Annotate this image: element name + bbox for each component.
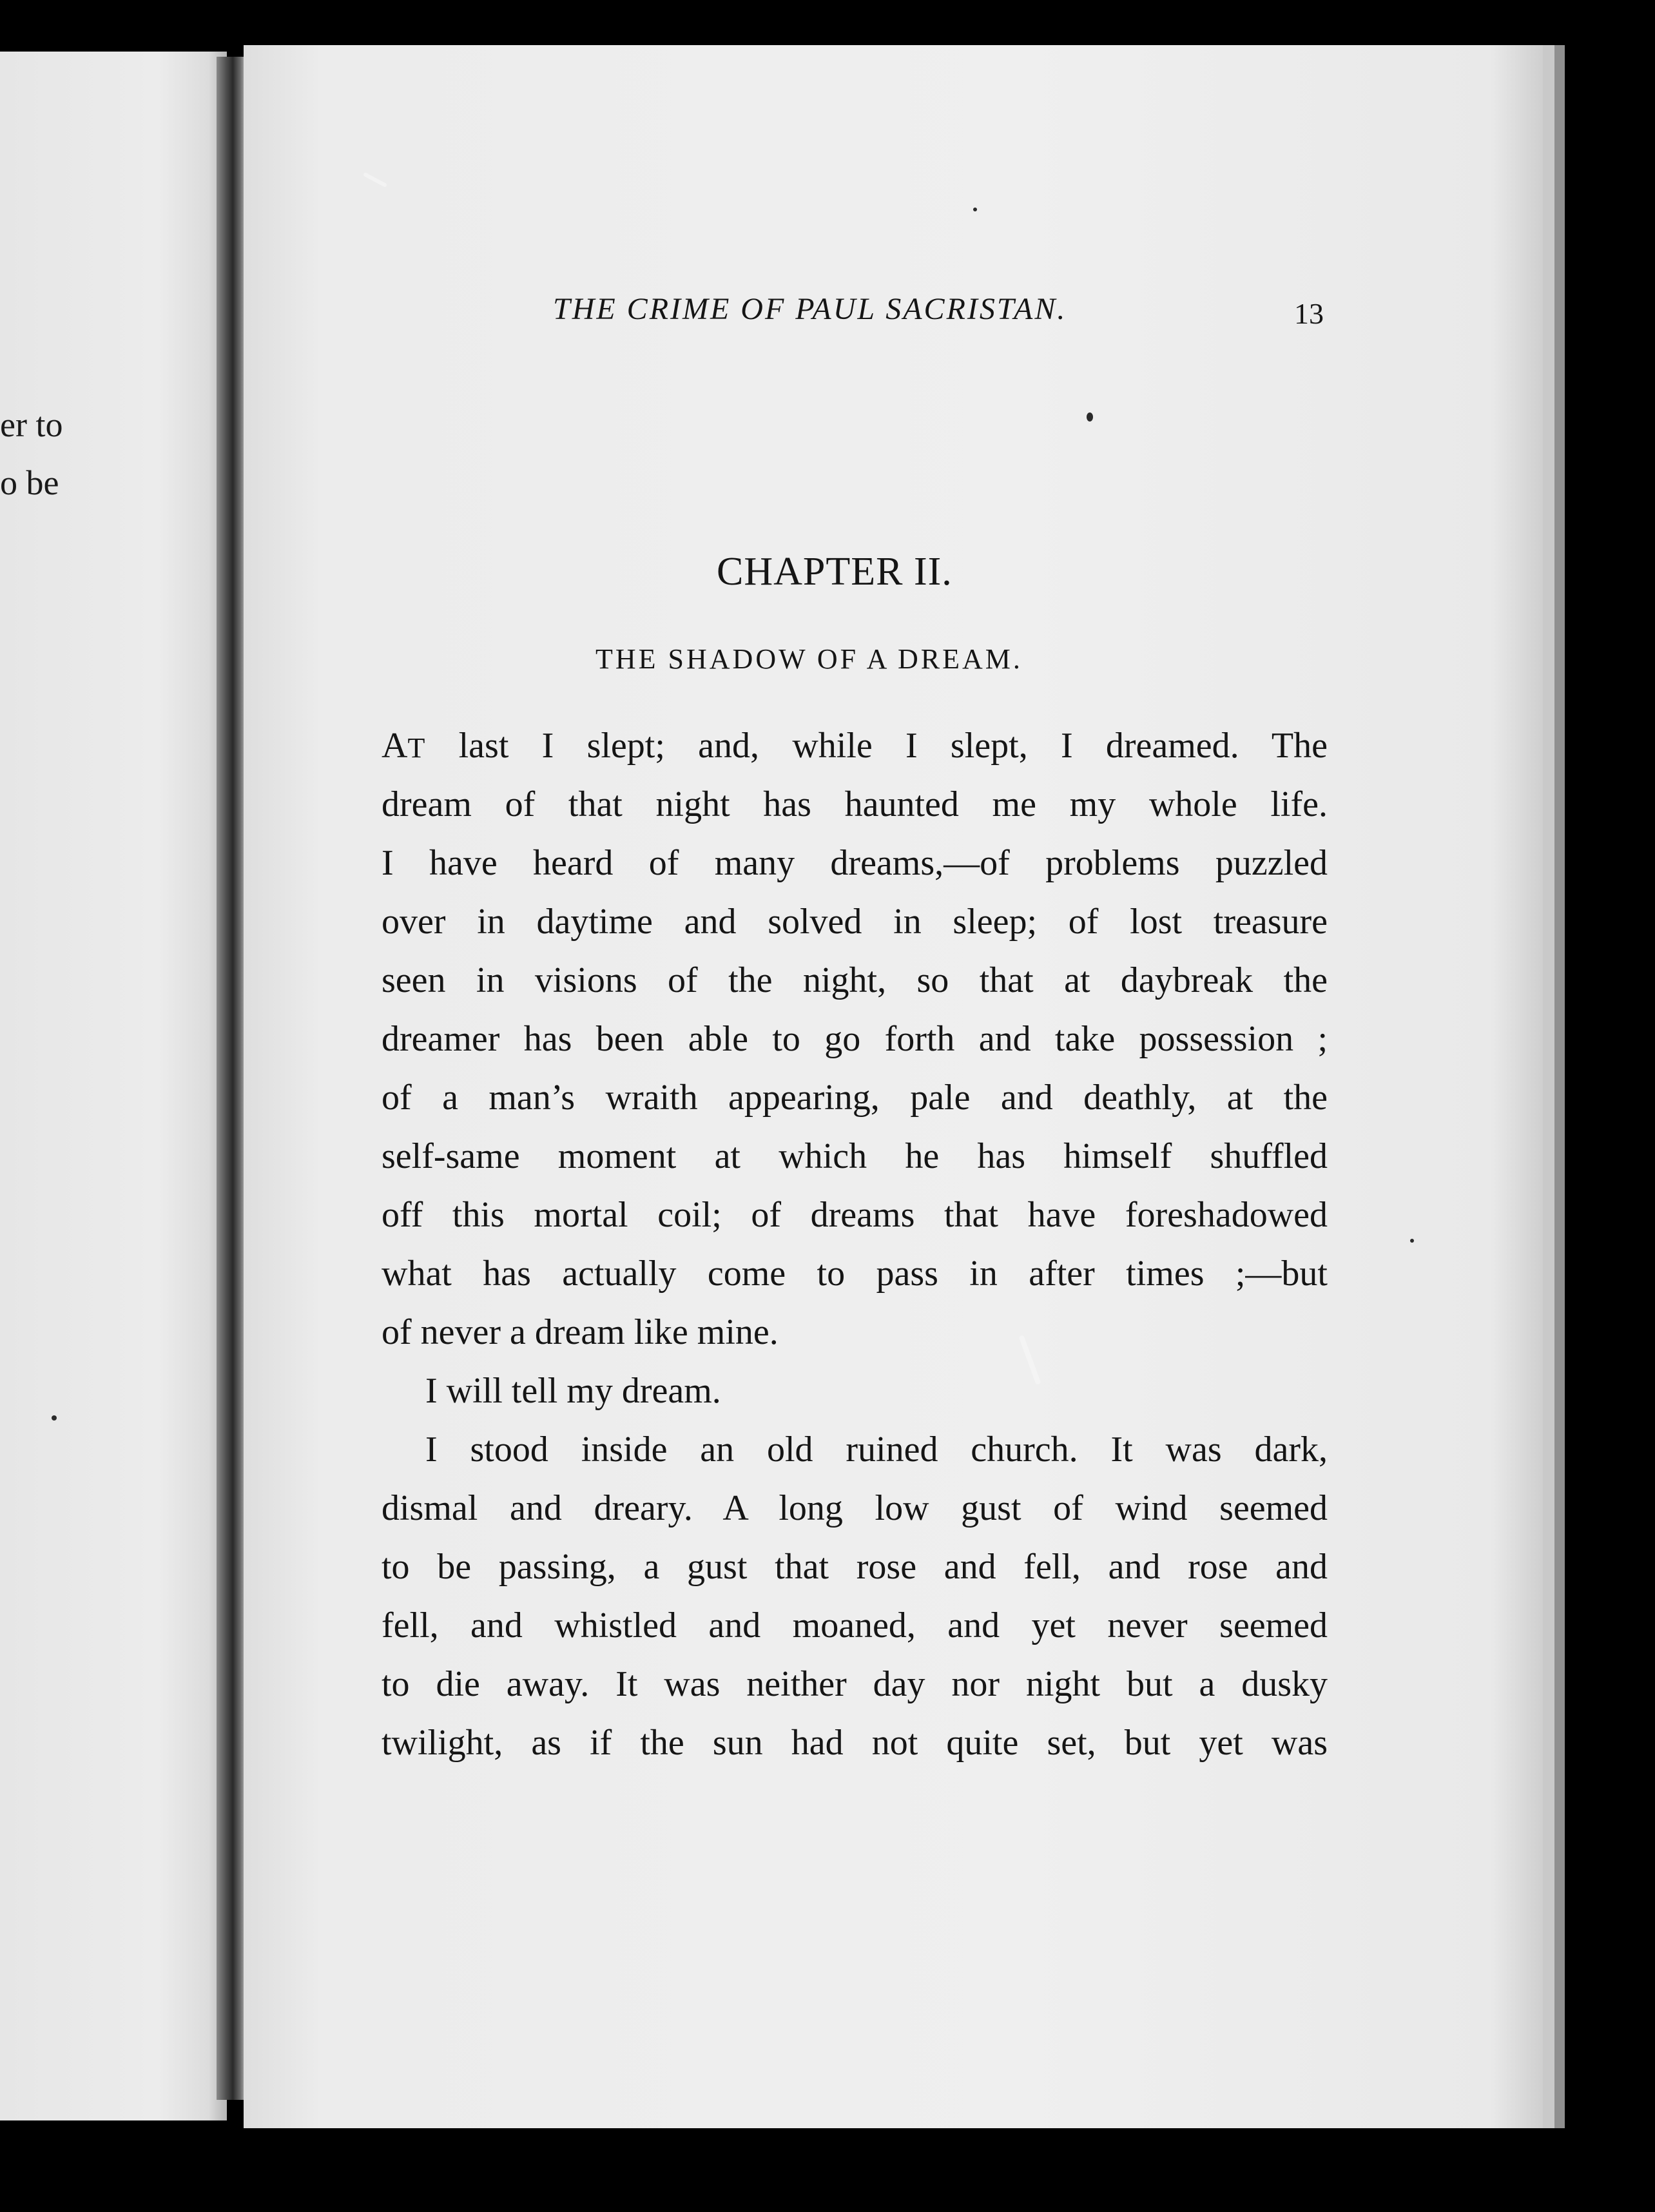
scan-speck bbox=[1410, 1239, 1414, 1243]
text-line: twilight, as if the sun had not quite set, but yet was bbox=[382, 1723, 1328, 1763]
chapter-subtitle: THE SHADOW OF A DREAM. bbox=[595, 643, 1023, 675]
running-head: THE CRIME OF PAUL SACRISTAN. bbox=[553, 292, 1067, 326]
text-line: of a man’s wraith appearing, pale and deathly, at the bbox=[382, 1078, 1328, 1118]
previous-page-fragment-1: er to bbox=[0, 405, 63, 444]
book-gutter bbox=[217, 57, 246, 2100]
drop-cap-initial: A bbox=[382, 726, 408, 766]
text-line: dismal and dreary. A long low gust of wind seemed bbox=[382, 1488, 1328, 1528]
scan-speck bbox=[973, 208, 977, 211]
text-line: I have heard of many dreams,—of problems puzzled bbox=[382, 843, 1328, 883]
text-line: seen in visions of the night, so that at daybreak the bbox=[382, 960, 1328, 1000]
text-line: over in daytime and solved in sleep; of lost treasure bbox=[382, 902, 1328, 942]
text-line: fell, and whistled and moaned, and yet never seemed bbox=[382, 1606, 1328, 1645]
previous-page bbox=[0, 52, 227, 2120]
previous-page-fragment-2: o be bbox=[0, 463, 59, 502]
drop-cap-word bbox=[382, 726, 425, 766]
text-line: dream of that night has haunted me my whole life. bbox=[382, 784, 1328, 824]
page-edge bbox=[1544, 58, 1562, 2062]
text-line bbox=[382, 717, 1328, 775]
text-line: to be passing, a gust that rose and fell, and rose and bbox=[382, 1547, 1328, 1587]
text-line: what has actually come to pass in after times ;—but bbox=[382, 1254, 1328, 1294]
first-line-text: last I slept; and, while I slept, I dreamed. The bbox=[425, 726, 1328, 766]
scan-speck bbox=[1087, 412, 1093, 422]
drop-cap-rest: T bbox=[407, 732, 426, 764]
chapter-title: CHAPTER II. bbox=[717, 550, 953, 594]
text-line: of never a dream like mine. bbox=[382, 1312, 779, 1352]
scan-speck bbox=[52, 1415, 57, 1421]
text-line: I stood inside an old ruined church. It was dark, bbox=[425, 1430, 1328, 1470]
text-line: off this mortal coil; of dreams that have foreshadowed bbox=[382, 1195, 1328, 1235]
text-line: self-same moment at which he has himself shuffled bbox=[382, 1136, 1328, 1176]
text-line: to die away. It was neither day nor night but a dusky bbox=[382, 1664, 1328, 1704]
text-line: I will tell my dream. bbox=[425, 1371, 721, 1411]
page-number: 13 bbox=[1294, 297, 1324, 330]
text-line: dreamer has been able to go forth and take possession ; bbox=[382, 1019, 1328, 1059]
body-text bbox=[382, 717, 1328, 1772]
